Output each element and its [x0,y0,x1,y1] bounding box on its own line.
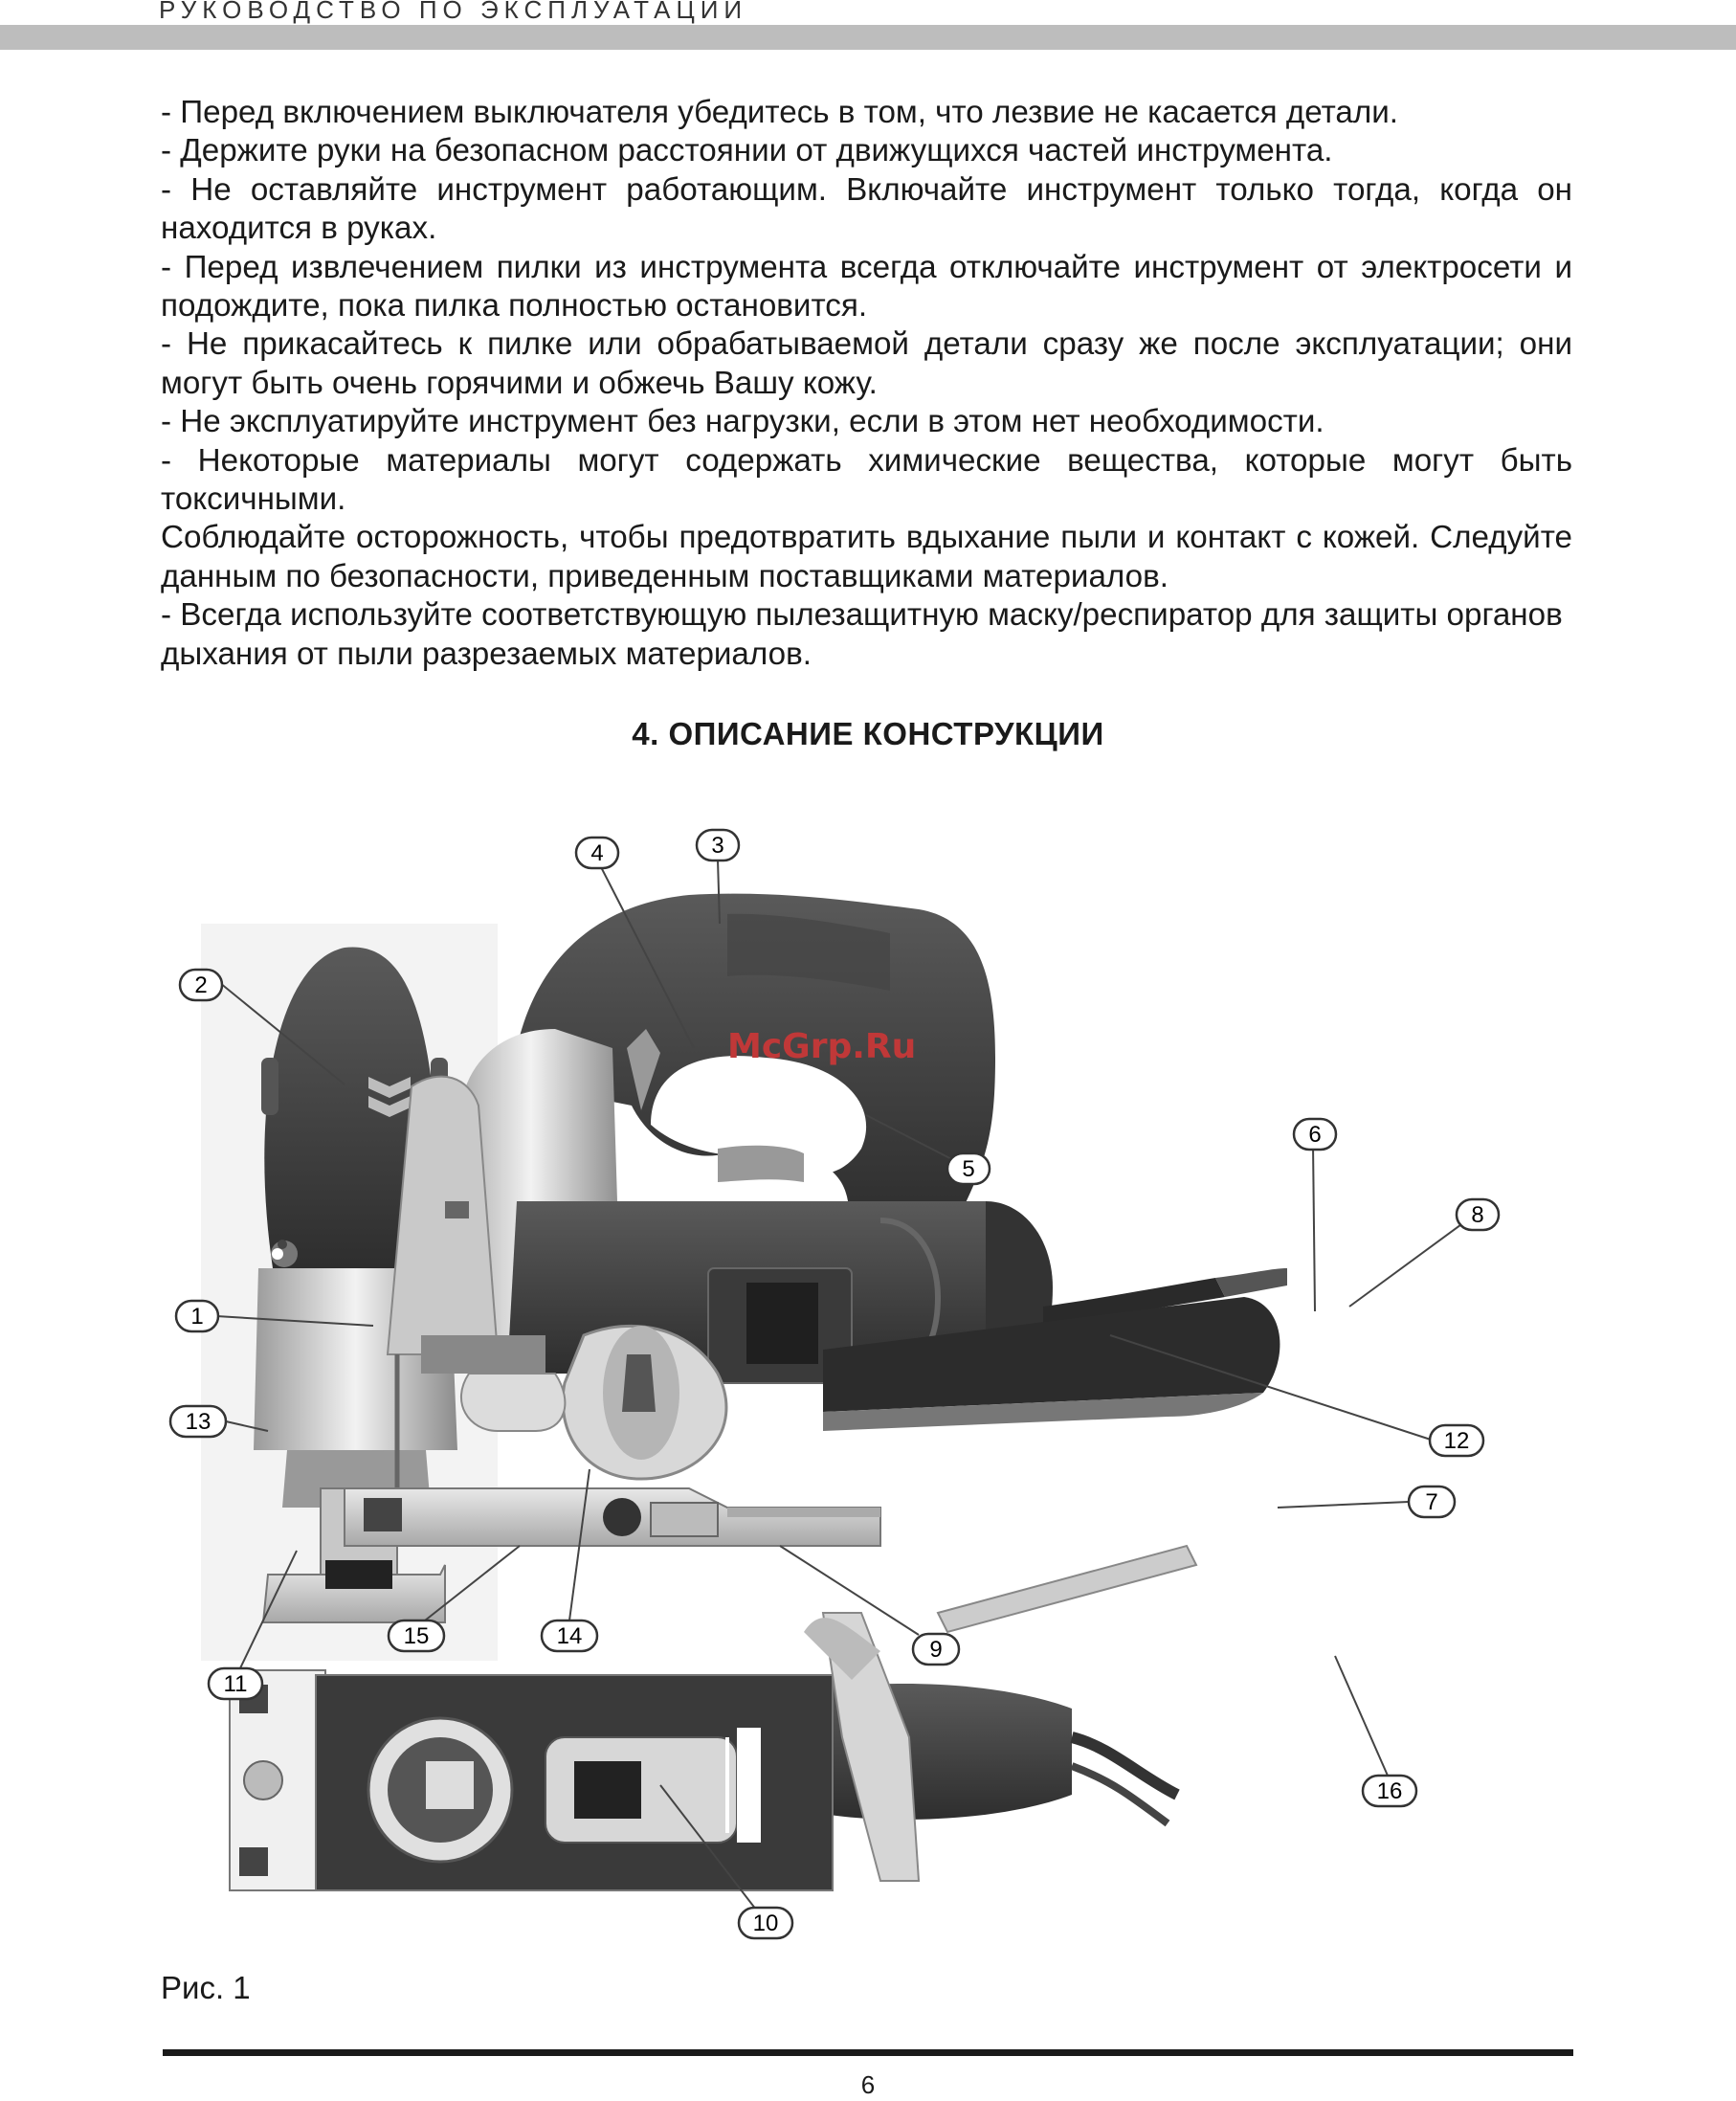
callout-label: 6 [1308,1122,1322,1148]
callout-16 [1363,1776,1416,1806]
callout-4 [576,838,618,868]
callout-label: 8 [1471,1202,1484,1228]
callout-13 [170,1406,226,1437]
callout-label: 5 [962,1156,975,1182]
callout-label: 15 [403,1623,430,1649]
callout-7 [1409,1486,1455,1517]
callout-1 [176,1301,218,1331]
callout-9 [913,1634,959,1665]
callout-14 [542,1620,597,1651]
paragraph: - Некоторые материалы могут содержать химические вещества, которые могут быть токсичными. [161,442,1572,518]
watermark: McGrp.Ru [727,1027,917,1066]
callout-label: 3 [711,833,724,859]
paragraph: - Держите руки на безопасном расстоянии от движущихся частей инструмента. [161,133,1333,169]
footer-rule [163,2049,1573,2056]
callout-2 [180,970,222,1000]
callout-8 [1457,1199,1499,1230]
callout-label: 13 [185,1409,211,1435]
callout-3 [697,830,739,861]
callout-label: 16 [1376,1778,1403,1804]
callout-label: 4 [590,840,604,866]
section-title: 4. ОПИСАНИЕ КОНСТРУКЦИИ [632,716,1104,751]
callout-15 [389,1620,444,1651]
paragraph: - Перед извлечением пилки из инструмента всегда отключайте инструмент от электросети и подождите, пока пилка полностью остановится. [161,249,1572,324]
callout-label: 10 [752,1911,779,1936]
callout-label: 1 [190,1304,204,1330]
paragraph: - Перед включением выключателя убедитесь в том, что лезвие не касается детали. [161,95,1398,130]
callout-11 [209,1668,262,1699]
paragraph: Соблюдайте осторожность, чтобы предотвратить вдыхание пыли и контакт с кожей. Следуйте данным по безопасности, приведенным поставщиками материалов. [161,520,1572,594]
jigsaw-figure [153,818,1589,1948]
paragraph: - Не прикасайтесь к пилке или обрабатываемой детали сразу же после эксплуатации; они могут быть очень горячими и обжечь Вашу кожу. [161,326,1572,401]
paragraph: - Не оставляйте инструмент работающим. Включайте инструмент только тогда, когда он находится в руках. [161,171,1572,247]
callout-6 [1294,1119,1336,1150]
paragraph: - Не эксплуатируйте инструмент без нагрузки, если в этом нет необходимости. [161,404,1324,440]
callout-label: 7 [1425,1489,1438,1515]
figure-caption: Рис. 1 [161,1970,251,2005]
callout-label: 14 [556,1623,583,1649]
callout-label: 2 [194,972,208,998]
callout-10 [739,1908,792,1938]
callout-label: 12 [1443,1428,1470,1454]
callout-5 [947,1153,990,1184]
header-title: РУКОВОДСТВО ПО ЭКСПЛУАТАЦИИ [159,0,748,24]
paragraph: - Всегда используйте соответствующую пылезащитную маску/респиратор для защиты органов дыхания от пыли разрезаемых материалов. [161,597,1563,672]
header-bar [0,25,1736,50]
callout-12 [1430,1425,1483,1456]
jigsaw-diagram [153,818,1589,1948]
callout-label: 11 [223,1671,248,1697]
bottom-view-jigsaw [230,1670,1177,1890]
callout-label: 9 [929,1637,943,1663]
body-text [161,94,1572,674]
page-number: 6 [860,2070,876,2099]
